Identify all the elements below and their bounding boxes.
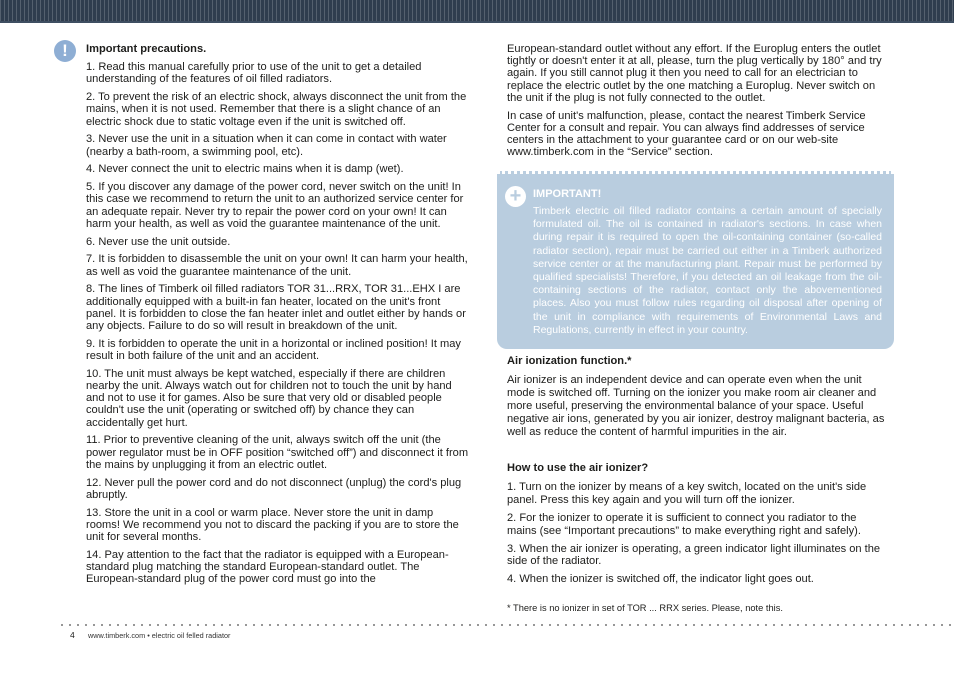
precaution-item: 8. The lines of Timberk oil filled radiators TOR 31...RRX, TOR 31...EHX I are additionally equipped with a built-in fan heater, located on the unit's front panel. It is forbidden to close the fan heater inlet and outlet either by hands or any objects. Failure to do so will result in breakdown of the unit. <box>86 283 466 333</box>
europlug-paragraph: European-standard outlet without any effort. If the Europlug enters the outlet tightly or doesn't enter it at all, please, turn the plug vertically by 180° and try again. If you still cannot plug it then you need to call for an electrician to replace the electric outlet by the one matching a Europlug. Never switch on the unit if the plug is not fully connected to the outlet. <box>507 43 882 104</box>
precaution-item: 13. Store the unit in a cool or warm place. Never store the unit in damp rooms! We recommend you not to discard the packing if you are to store the unit for several months. <box>86 506 459 544</box>
footnote: * There is no ionizer in set of TOR ... RRX series. Please, note this. <box>507 603 783 613</box>
how-to-step: 4. When the ionizer is switched off, the indicator light goes out. <box>507 573 814 586</box>
precaution-item: 1. Read this manual carefully prior to use of the unit to get a detailed understanding of the features of oil filled radiators. <box>86 61 422 86</box>
precautions-heading: Important precautions. <box>86 43 207 55</box>
how-to-step: 2. For the ionizer to operate it is sufficient to connect you radiator to the mains (see “Important precautions” to make everything right and safely). <box>507 511 861 537</box>
precaution-item: 7. It is forbidden to disassemble the unit on your own! It can harm your health, as well as void the guarantee maintenance of the unit. <box>86 253 468 278</box>
how-to-step: 1. Turn on the ionizer by means of a key switch, located on the unit's side panel. Press this key again and you will turn off the ionizer. <box>507 480 867 506</box>
precaution-item: 14. Pay attention to the fact that the radiator is equipped with a European-standard plug matching the standard European-standard outlet. The European-standard plug of the power cord must go into the <box>86 548 449 586</box>
header-bar <box>0 0 954 23</box>
plus-icon: + <box>505 186 526 207</box>
footer-divider <box>58 624 954 626</box>
air-ionization-text: Air ionizer is an independent device and can operate even when the unit mode is switched off. Turning on the ionizer you make room air cleaner and more useful, preserving the environmental balance of your space. Useful negative air ions, generated by you air ionizer, destroy malignant bacteria, as well as reduce the content of harmful impurities in the air. <box>507 373 885 438</box>
precaution-item: 6. Never use the unit outside. <box>86 235 231 248</box>
important-body: Timberk electric oil filled radiator contains a certain amount of specially formulated oil. The oil is contained in radiator's sections. In case when during repair it is required to open the oil-containing container (so-called radiator section), repair must be carried out either in a Timberk authorized service center or at the manufacturing plant. Repair must be performed by qualified specialists! Therefore, if you detected an oil leakage from the oil-containing sections of the radiator, contact only the abovementioned places. Also you must follow rules regarding oil disposal after opening of the unit in compliance with requirements of Environmental Laws and Regulations, currently in effect in your country. <box>533 205 882 336</box>
warning-icon: ! <box>54 40 76 62</box>
how-to-use-section <box>507 462 887 591</box>
precaution-item: 5. If you discover any damage of the power cord, never switch on the unit! In this case we recommend to return the unit to an authorized service center for an adequate repair. Never try to repair the power cord on your own! It can harm your health, as well as void the guarantee maintenance of the unit. <box>86 181 464 230</box>
precaution-item: 4. Never connect the unit to electric mains when it is damp (wet). <box>86 163 404 176</box>
precaution-item: 11. Prior to preventive cleaning of the unit, always switch off the unit (the power regulator must be in OFF position “switched off”) and disconnect it from the mains by unplugging it from an electric outlet. <box>86 434 469 471</box>
how-to-step: 3. When the air ionizer is operating, a green indicator light illuminates on the side of the radiator. <box>507 542 881 568</box>
right-column <box>507 43 887 164</box>
how-to-use-heading: How to use the air ionizer? <box>507 462 649 474</box>
footer-url: www.timberk.com • electric oil felled radiator <box>88 631 231 640</box>
page-number: 4 <box>70 630 75 640</box>
important-box <box>497 171 894 349</box>
service-paragraph: In case of unit's malfunction, please, contact the nearest Timberk Service Center for a consult and repair. You can always find addresses of service centers in the attachment to your guarantee card or on our web-site www.timberk.com in the “Service” section. <box>507 109 866 159</box>
left-column <box>86 43 470 591</box>
precaution-item: 9. It is forbidden to operate the unit in a horizontal or inclined position! It may result in both failure of the unit and an accident. <box>86 337 461 363</box>
precaution-item: 2. To prevent the risk of an electric shock, always disconnect the unit from the mains, when it is not used. Remember that there is a slight chance of an electric shock due to static voltage even if the unit is switched off. <box>86 91 467 128</box>
air-ionization-section <box>507 355 887 443</box>
precaution-item: 3. Never use the unit in a situation when it can come in contact with water (nearby a bath-room, a swimming pool, etc). <box>86 133 447 158</box>
precaution-item: 12. Never pull the power cord and do not disconnect (unplug) the cord's plug abruptly. <box>86 476 462 501</box>
air-ionization-heading: Air ionization function.* <box>507 355 632 367</box>
important-title: IMPORTANT! <box>533 188 602 200</box>
precaution-item: 10. The unit must always be kept watched, especially if there are children nearby the unit. Always watch out for children not to touch the unit by hand and not to use it for games. Also be sure that very old or disabled people couldn't use the unit (operating or switched off) by chance they can accidentally get hurt. <box>86 367 452 429</box>
